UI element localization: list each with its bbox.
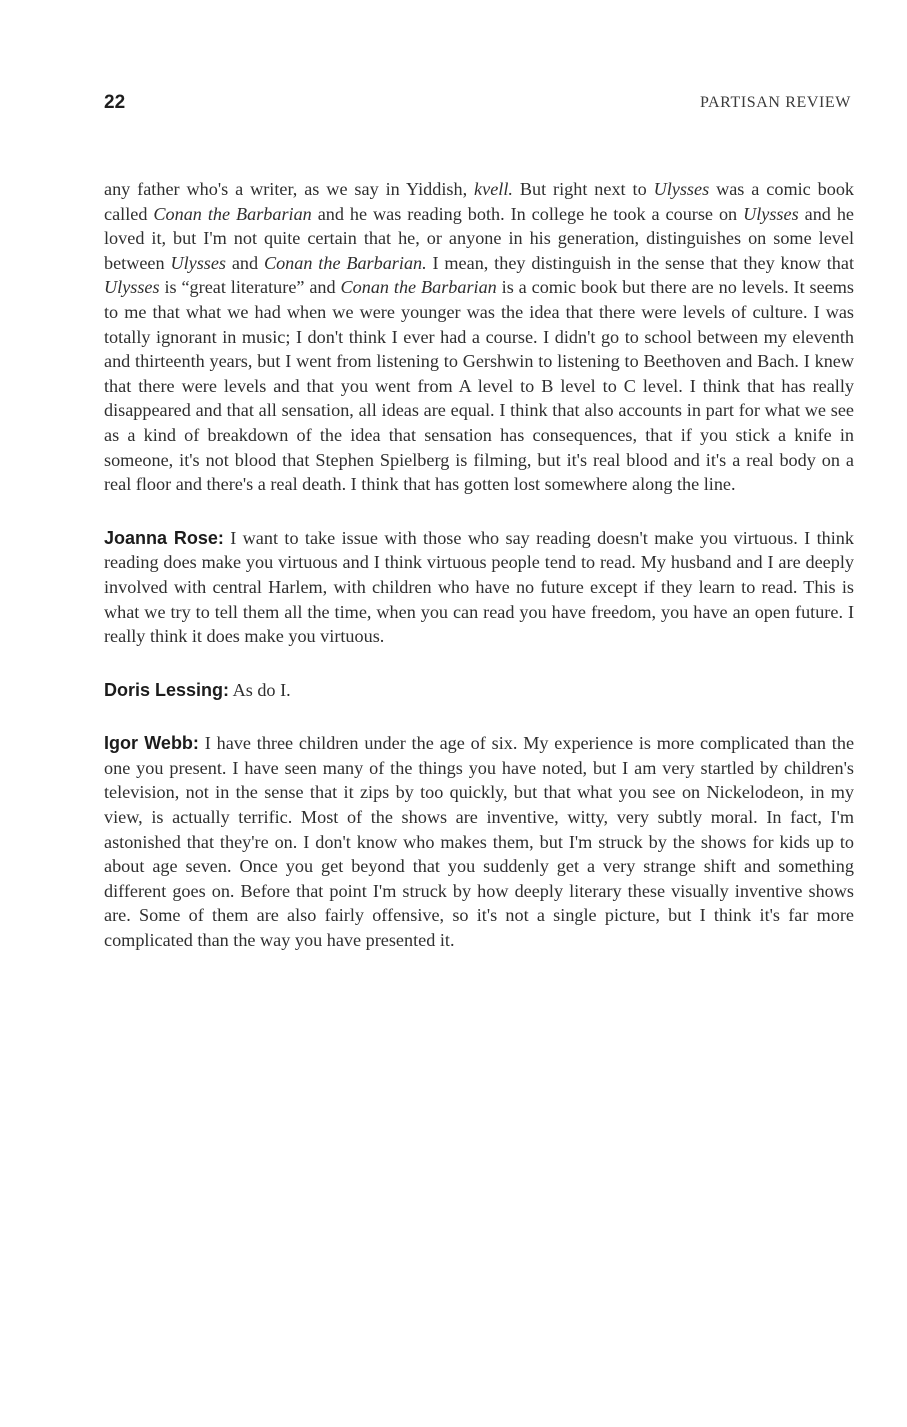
paragraph-joanna-rose xyxy=(104,526,854,649)
speaker-text: I have three children under the age of six. My experience is more complicated than the one you present. I have seen many of the things you have noted, but I am very startled by children's television, not in the sense that it zips by too quickly, but that what you see on Nickelodeon, in my view, is actually terrific. Most of the shows are inventive, witty, very subtly moral. In fact, I'm astonished that they're on. I don't know who makes them, but I'm struck by the shows for kids up to about age seven. Once you get beyond that you suddenly get a very strange shift and something different goes on. Before that point I'm struck by how deeply literary these visually inventive shows are. Some of them are also fairly offensive, so it's not a single picture, but I think it's far more complicated than the way you have presented it. xyxy=(104,733,855,951)
text-run: is “great literature” and xyxy=(159,277,341,298)
paragraph-igor-webb xyxy=(104,731,854,952)
page-header xyxy=(104,92,851,118)
book-title: Conan the Barbarian. xyxy=(263,252,427,273)
book-title: Ulysses xyxy=(104,277,160,298)
text-run: and he was reading both. In college he took a course on xyxy=(311,203,744,224)
speaker-name: Doris Lessing: xyxy=(104,679,230,700)
text-run: any father who's a writer, as we say in Yiddish, xyxy=(104,179,475,199)
page-body xyxy=(104,177,854,953)
paragraph-doris-lessing xyxy=(104,678,854,703)
italic-term: kvell. xyxy=(474,179,513,199)
text-run: I mean, they distinguish in the sense that they know that xyxy=(426,252,855,273)
text-run: But right next to xyxy=(512,179,654,199)
text-run: and he loved it, but I'm not quite certain that he, or anyone in his generation, distinguishes on some level between xyxy=(104,203,854,273)
text-run: is a comic book but there are no levels. It seems to me that what we had when we were younger was the idea that there were levels of culture. I was totally ignorant in music; I don't think I ever had a course. I didn't go to school between my eleventh and thirteenth years, but I went from listening to Gershwin to listening to Beethoven and Bach. I knew that there were levels and that you went from A level to B level to C level. I think that has really disappeared and that all sensation, all ideas are equal. I think that also accounts in part for what we see as a kind of breakdown of the idea that sensation has consequences, that if you stick a knife in someone, it's not blood that Stephen Spielberg is filming, but it's real blood and it's a real body on a real floor and there's a real death. I think that has gotten lost somewhere along the line. xyxy=(104,277,854,495)
running-head: PARTISAN REVIEW xyxy=(699,94,851,111)
paragraph-continuation xyxy=(104,177,854,497)
book-title: Ulysses xyxy=(170,252,227,273)
book-title: Ulysses xyxy=(743,203,799,224)
book-title: Conan the Barbarian xyxy=(153,203,312,224)
page-number: 22 xyxy=(104,92,126,113)
text-run: was a comic book called xyxy=(104,179,855,224)
speaker-name: Igor Webb: xyxy=(104,733,199,754)
speaker-text: As do I. xyxy=(229,679,291,700)
speaker-name: Joanna Rose: xyxy=(104,527,224,548)
book-title: Ulysses xyxy=(653,179,710,199)
text-run: and xyxy=(226,252,264,273)
book-title: Conan the Barbarian xyxy=(340,277,497,298)
speaker-text: I want to take issue with those who say reading doesn't make you virtuous. I think reading does make you virtuous and I think virtuous people tend to read. My husband and I are deeply involved with central Harlem, with children who have no future except if they learn to read. This is what we try to tell them all the time, when you can read you have freedom, you have an open future. I really think it does make you virtuous. xyxy=(104,527,854,647)
